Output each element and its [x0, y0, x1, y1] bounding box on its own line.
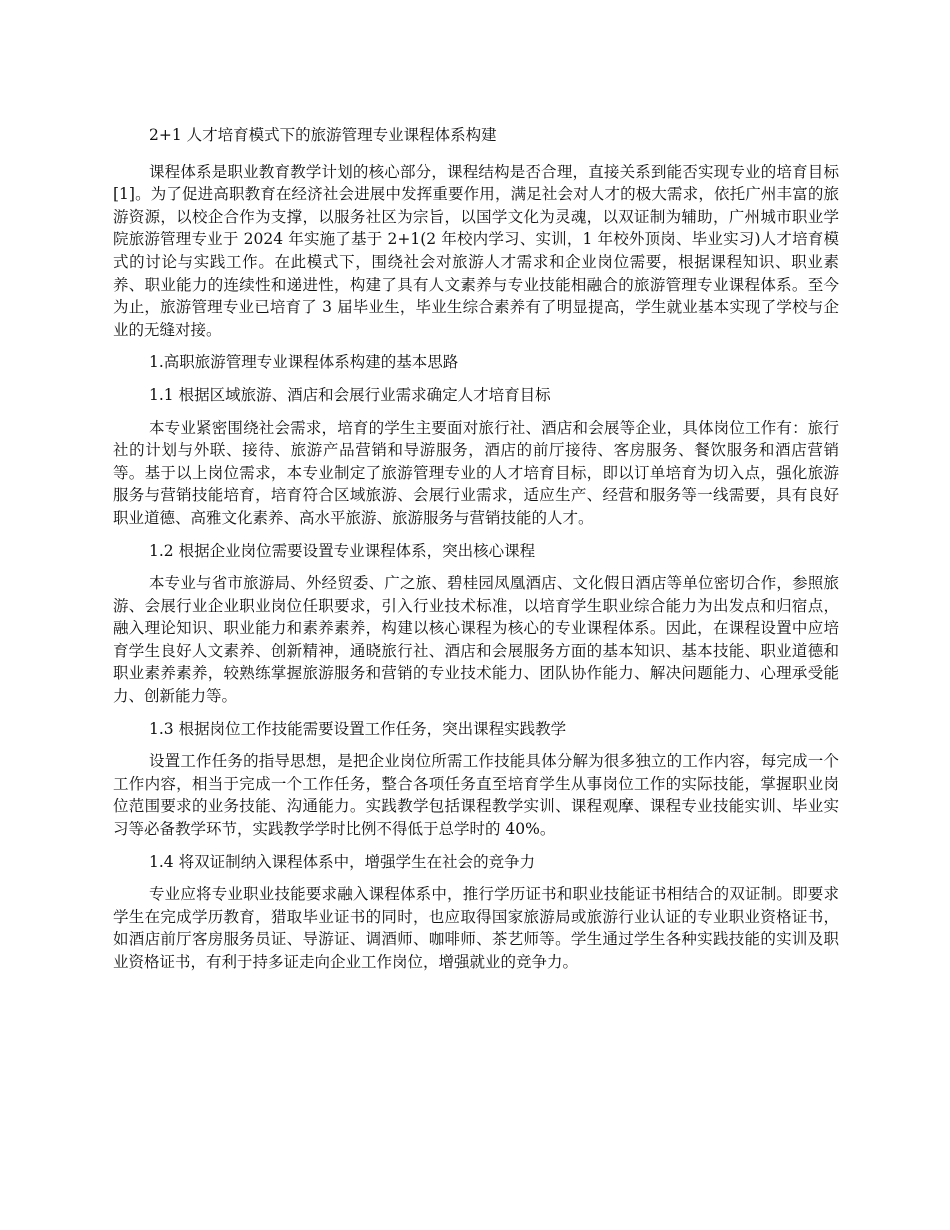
document-title: 2+1 人才培育模式下的旅游管理专业课程体系构建: [149, 126, 497, 144]
section-1-3-heading: 1.3 根据岗位工作技能需要设置工作任务，突出课程实践教学: [149, 719, 567, 738]
section-1-4-heading: 1.4 将双证制纳入课程体系中，增强学生在社会的竞争力: [149, 852, 536, 871]
section-1-2-heading: 1.2 根据企业岗位需要设置专业课程体系，突出核心课程: [149, 541, 536, 560]
section-1-1-heading: 1.1 根据区域旅游、酒店和会展行业需求确定人才培育目标: [149, 385, 551, 404]
section-1-4-paragraph: 专业应将专业职业技能要求融入课程体系中，推行学历证书和职业技能证书相结合的双证制。即要求学生在完成学历教育，猎取毕业证书的同时，也应取得国家旅游局或旅游行业认证的专业职业资格证书，如酒店前厅客房服务员证、导游证、调酒师、咖啡师、茶艺师等。学生通过学生各种实践技能的实训及职业资格证书，有利于持多证走向企业工作岗位，增强就业的竞争力。: [113, 885, 839, 971]
section-1-2-paragraph: 本专业与省市旅游局、外经贸委、广之旅、碧桂园凤凰酒店、文化假日酒店等单位密切合作，参照旅游、会展行业企业职业岗位任职要求，引入行业技术标准，以培育学生职业综合能力为出发点和归宿点，融入理论知识、职业能力和素养素养，构建以核心课程为核心的专业课程体系。因此，在课程设置中应培育学生良好人文素养、创新精神，通晓旅行社、酒店和会展服务方面的基本知识、基本技能、职业道德和职业素养素养，较熟练掌握旅游服务和营销的专业技术能力、团队协作能力、解决问题能力、心理承受能力、创新能力等。: [113, 574, 839, 706]
document-page: [113, 124, 839, 984]
section-1-3-paragraph: 设置工作任务的指导思想，是把企业岗位所需工作技能具体分解为很多独立的工作内容，每完成一个工作内容，相当于完成一个工作任务，整合各项任务直至培育学生从事岗位工作的实际技能，掌握职业岗位范围要求的业务技能、沟通能力。实践教学包括课程教学实训、课程观摩、课程专业技能实训、毕业实习等必备教学环节，实践教学学时比例不得低于总学时的 40%。: [113, 752, 839, 839]
section-1-heading: 1.高职旅游管理专业课程体系构建的基本思路: [149, 353, 459, 372]
section-1-1-paragraph: 本专业紧密围绕社会需求，培育的学生主要面对旅行社、酒店和会展等企业，具体岗位工作有：旅行社的计划与外联、接待、旅游产品营销和导游服务，酒店的前厅接待、客房服务、餐饮服务和酒店营销等。基于以上岗位需求，本专业制定了旅游管理专业的人才培育目标，即以订单培育为切入点，强化旅游服务与营销技能培育，培育符合区域旅游、会展行业需求，适应生产、经营和服务等一线需要，具有良好职业道德、高雅文化素养、高水平旅游、旅游服务与营销技能的人才。: [113, 418, 839, 527]
intro-paragraph: 课程体系是职业教育教学计划的核心部分，课程结构是否合理，直接关系到能否实现专业的培育目标[1]。为了促进高职教育在经济社会进展中发挥重要作用，满足社会对人才的极大需求，依托广州丰富的旅游资源，以校企合作为支撑，以服务社区为宗旨，以国学文化为灵魂，以双证制为辅助，广州城市职业学院旅游管理专业于 2024 年实施了基于 2+1(2 年校内学习、实训，1 年校外顶岗、毕业实习)人才培育模式的讨论与实践工作。在此模式下，围绕社会对旅游人才需求和企业岗位需要，根据课程知识、职业素养、职业能力的连续性和递进性，构建了具有人文素养与专业技能相融合的旅游管理专业课程体系。至今为止，旅游管理专业已培育了 3 届毕业生，毕业生综合素养有了明显提高，学生就业基本实现了学校与企业的无缝对接。: [113, 162, 839, 339]
